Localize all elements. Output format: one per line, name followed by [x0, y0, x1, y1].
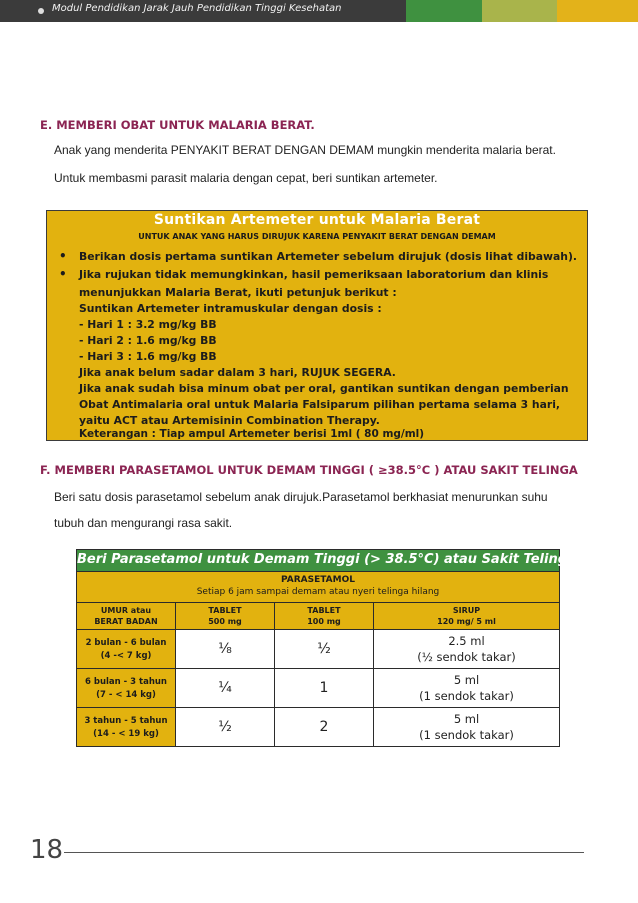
- artemeter-box-title: Suntikan Artemeter untuk Malaria Berat: [153, 212, 481, 228]
- table-row-age: [76, 629, 176, 669]
- syrup-spoon: (½ sendok takar): [417, 650, 516, 664]
- column-header-line: UMUR atau: [100, 606, 152, 615]
- artemeter-box: [46, 210, 588, 441]
- artemeter-line: Keterangan : Tiap ampul Artemeter berisi 1ml ( 80 mg/ml): [79, 428, 425, 440]
- syrup-spoon: (1 sendok takar): [419, 689, 514, 703]
- column-header-line: 120 mg/ 5 ml: [437, 617, 496, 626]
- header-color-block-green: [406, 0, 482, 22]
- artemeter-line: - Hari 1 : 3.2 mg/kg BB: [79, 318, 217, 331]
- artemeter-line: - Hari 2 : 1.6 mg/kg BB: [79, 334, 217, 347]
- header-color-block-yellow: [557, 0, 638, 22]
- artemeter-line: Jika anak sudah bisa minum obat per oral, gantikan suntikan dengan pemberian: [79, 382, 569, 395]
- dose-syrup: [373, 629, 560, 669]
- column-header-age: [76, 602, 176, 630]
- header-bullet-icon: [38, 8, 44, 14]
- column-header-line: 500 mg: [208, 617, 242, 626]
- bullet-icon: •: [59, 267, 67, 281]
- header-title-band: [0, 0, 406, 22]
- column-header-line: 100 mg: [307, 617, 341, 626]
- syrup-spoon: (1 sendok takar): [419, 728, 514, 742]
- section-f-paragraph-1: Beri satu dosis parasetamol sebelum anak dirujuk.Parasetamol berkhasiat menurunkan suhu: [54, 490, 548, 504]
- paracetamol-table-subheader: [76, 572, 560, 602]
- column-header-tablet-500: [175, 602, 275, 630]
- dose-tablet-100: 2: [274, 707, 374, 747]
- column-header-syrup: [373, 602, 560, 630]
- artemeter-line: yaitu ACT atau Artemisinin Combination Therapy.: [79, 414, 380, 427]
- dose-syrup: [373, 707, 560, 747]
- artemeter-box-subtitle: UNTUK ANAK YANG HARUS DIRUJUK KARENA PENYAKIT BERAT DENGAN DEMAM: [138, 232, 496, 241]
- paracetamol-drug-label: PARASETAMOL: [280, 575, 355, 585]
- artemeter-line: Obat Antimalaria oral untuk Malaria Falsiparum pilihan pertama selama 3 hari,: [79, 398, 561, 411]
- artemeter-line: Berikan dosis pertama suntikan Artemeter sebelum dirujuk (dosis lihat dibawah).: [79, 250, 578, 263]
- artemeter-line: - Hari 3 : 1.6 mg/kg BB: [79, 350, 217, 363]
- column-header-line: SIRUP: [452, 606, 481, 615]
- section-f-paragraph-2: tubuh dan mengurangi rasa sakit.: [54, 516, 233, 530]
- section-e-paragraph-1: Anak yang menderita PENYAKIT BERAT DENGAN DEMAM mungkin menderita malaria berat.: [54, 143, 556, 157]
- dose-tablet-500: ¼: [175, 668, 275, 708]
- column-header-line: BERAT BADAN: [94, 617, 158, 626]
- age-range: 3 tahun - 5 tahun: [84, 716, 168, 726]
- age-range: 2 bulan - 6 bulan: [85, 638, 167, 648]
- section-e-paragraph-2: Untuk membasmi parasit malaria dengan cepat, beri suntikan artemeter.: [54, 171, 438, 185]
- dose-tablet-100: 1: [274, 668, 374, 708]
- table-row-age: [76, 668, 176, 708]
- section-f-heading: F. MEMBERI PARASETAMOL UNTUK DEMAM TINGGI ( ≥38.5°C ) ATAU SAKIT TELINGA: [40, 463, 578, 477]
- column-header-line: TABLET: [208, 606, 242, 615]
- syrup-amount: 5 ml: [453, 712, 480, 726]
- footer-divider: [64, 852, 584, 853]
- paracetamol-dosing-note: Setiap 6 jam sampai demam atau nyeri telinga hilang: [196, 587, 440, 597]
- paracetamol-table-title: Beri Parasetamol untuk Demam Tinggi (> 38.5°C) atau Sakit Telinga: [76, 549, 560, 572]
- weight-range: (7 - < 14 kg): [96, 690, 156, 700]
- artemeter-line: Jika rujukan tidak memungkinkan, hasil pemeriksaan laboratorium dan klinis: [79, 268, 549, 281]
- column-header-line: TABLET: [307, 606, 341, 615]
- weight-range: (4 -< 7 kg): [100, 651, 152, 661]
- dose-syrup: [373, 668, 560, 708]
- header-bar: [0, 0, 638, 22]
- page-number: 18: [30, 835, 64, 865]
- header-color-block-olive: [482, 0, 557, 22]
- syrup-amount: 5 ml: [453, 673, 480, 687]
- artemeter-line: Suntikan Artemeter intramuskular dengan dosis :: [79, 302, 382, 315]
- table-row-age: [76, 707, 176, 747]
- weight-range: (14 - < 19 kg): [93, 729, 159, 739]
- section-e-heading: E. MEMBERI OBAT UNTUK MALARIA BERAT.: [40, 118, 315, 132]
- dose-tablet-100: ½: [274, 629, 374, 669]
- header-title: Modul Pendidikan Jarak Jauh Pendidikan Tinggi Kesehatan: [52, 3, 342, 14]
- syrup-amount: 2.5 ml: [448, 634, 485, 648]
- age-range: 6 bulan - 3 tahun: [85, 677, 167, 687]
- artemeter-line: menunjukkan Malaria Berat, ikuti petunjuk berikut :: [79, 286, 397, 299]
- artemeter-line: Jika anak belum sadar dalam 3 hari, RUJUK SEGERA.: [79, 366, 396, 379]
- column-header-tablet-100: [274, 602, 374, 630]
- dose-tablet-500: ½: [175, 707, 275, 747]
- bullet-icon: •: [59, 249, 67, 263]
- dose-tablet-500: ⅛: [175, 629, 275, 669]
